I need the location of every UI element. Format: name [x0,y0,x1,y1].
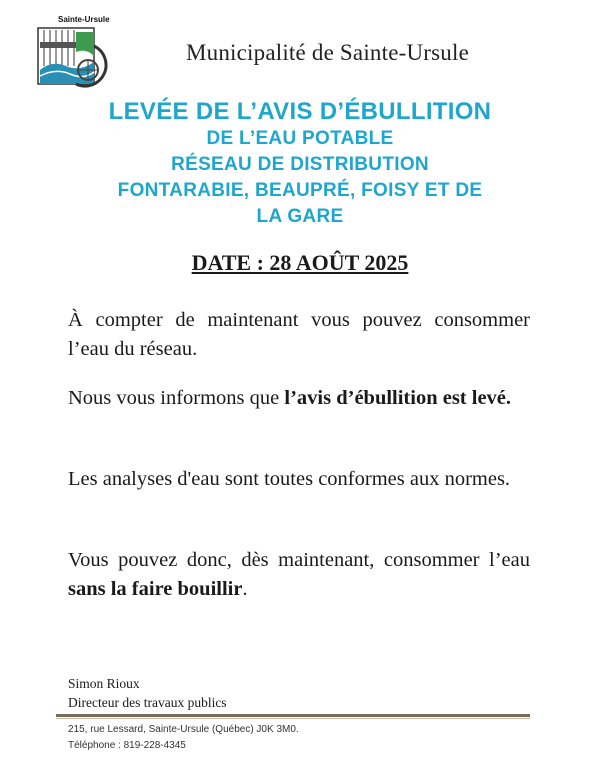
paragraph-emphasis: l’avis d’ébullition est levé. [284,387,512,409]
signature-title: Directeur des travaux publics [68,695,227,710]
headline-line: RÉSEAU DE DISTRIBUTION [171,154,429,175]
paragraph-text: Nous vous informons que [68,387,285,409]
paragraph-text: . [242,578,248,600]
paragraph-text: Vous pouvez donc, dès maintenant, consommer l’eau [68,549,530,571]
footer-divider-thin [56,718,530,719]
headline [40,98,560,230]
paragraph-no-boil [68,546,530,604]
footer-phone: Téléphone : 819-228-4345 [68,740,186,751]
headline-line: LEVÉE DE L’AVIS D’ÉBULLITION [108,98,492,125]
municipality-name: Municipalité de Sainte-Ursule [186,40,470,65]
municipal-logo [36,16,110,88]
paragraph-analyses: Les analyses d'eau sont toutes conformes aux normes. [68,468,511,490]
headline-line: LA GARE [256,206,344,227]
logo-emblem-icon [36,26,110,88]
notice-date: DATE : 28 AOÛT 2025 [191,250,409,275]
headline-line: FONTARABIE, BEAUPRÉ, FOISY ET DE [117,180,483,201]
footer-address: 215, rue Lessard, Sainte-Ursule (Québec) J0K 3M0. [68,724,299,735]
headline-line: DE L’EAU POTABLE [206,128,394,149]
logo-text: Sainte-Ursule [58,15,110,24]
paragraph-notice-lifted [68,384,530,413]
paragraph-emphasis: sans la faire bouillir [68,578,243,600]
footer [68,722,299,754]
signature-name: Simon Rioux [68,676,140,691]
signature-block [68,674,227,712]
paragraph-consume-now: À compter de maintenant vous pouvez consommer l’eau du réseau. [68,309,530,360]
footer-divider [56,714,530,717]
